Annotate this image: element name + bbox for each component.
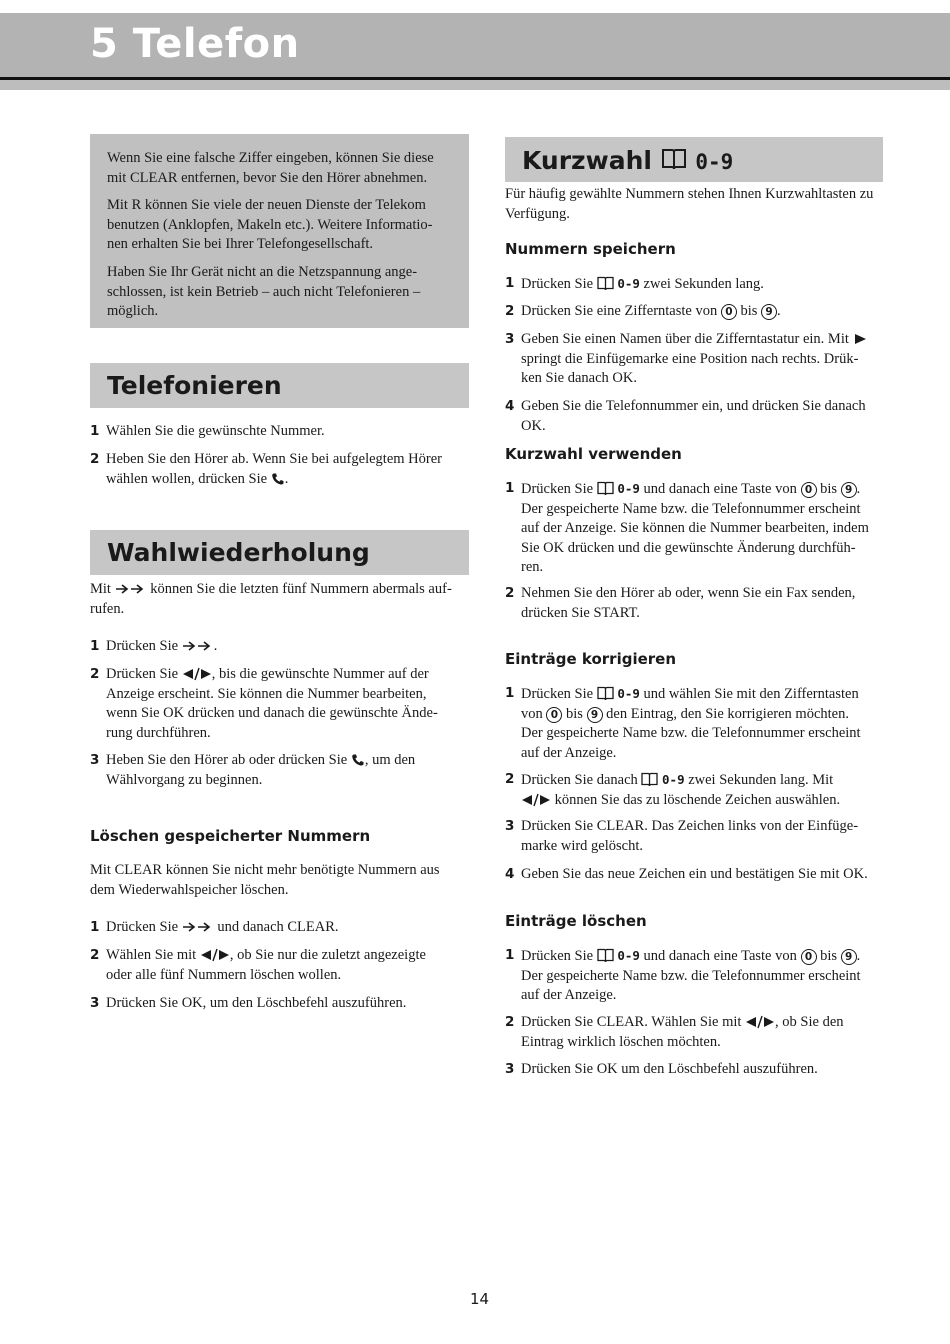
step-text: Drücken Sie danach 0-9 zwei Sekunden lang. Mit können Sie das zu löschende Zeichen auswählen.	[521, 772, 841, 808]
kurzwahl-intro: Für häufig gewählte Nummern stehen Ihnen Kurzwahltasten zu Verfügung.	[505, 186, 874, 222]
note-paragraph-1: Wenn Sie eine falsche Ziffer eingeben, können Sie diese mit CLEAR entfernen, bevor Sie den Hörer abnehmen.	[107, 150, 434, 186]
step-text: Heben Sie den Hörer ab oder drücken Sie , um den Wählvorgang zu beginnen.	[106, 752, 416, 788]
header-underline-band	[0, 80, 950, 90]
left-right-arrow-icon	[182, 667, 212, 681]
step-number: 1	[505, 947, 515, 963]
digit-nine-key-icon: 9	[841, 482, 857, 498]
step-text: Geben Sie das neue Zeichen ein und bestätigen Sie mit OK.	[521, 866, 868, 882]
step-number: 4	[505, 398, 515, 414]
section-heading-wahlwiederholung: Wahlwiederholung	[90, 530, 469, 575]
step-text: Drücken Sie OK, um den Löschbefehl auszuführen.	[106, 995, 407, 1011]
handset-icon	[351, 753, 365, 767]
step-text: Wählen Sie die gewünschte Nummer.	[106, 423, 325, 439]
note-paragraph-3: Haben Sie Ihr Gerät nicht an die Netzspannung ange- schlossen, ist kein Betrieb – auch nicht Telefonieren – möglich.	[107, 264, 421, 319]
step-text: Heben Sie den Hörer ab. Wenn Sie bei aufgelegtem Hörer wählen wollen, drücken Sie .	[106, 451, 442, 487]
step-number: 1	[90, 638, 100, 654]
step-text: Drücken Sie 0-9 zwei Sekunden lang.	[521, 276, 764, 292]
subheading-nummern-speichern: Nummern speichern	[505, 240, 676, 258]
step-number: 1	[90, 919, 100, 935]
digit-zero-key-icon: 0	[721, 304, 737, 320]
digit-zero-key-icon: 0	[546, 707, 562, 723]
phonebook-icon	[597, 481, 614, 496]
left-right-arrow-icon	[745, 1015, 775, 1029]
step-text: Drücken Sie , bis die gewünschte Nummer auf der Anzeige erscheint. Sie können die Nummer bearbeiten, wenn Sie OK drücken und danach die gewünschte Ände- rung durchführen.	[106, 666, 438, 741]
redial-arrows-icon	[182, 920, 214, 934]
step-number: 1	[90, 423, 100, 439]
redial-arrows-icon	[182, 639, 214, 653]
digit-zero-key-icon: 0	[801, 949, 817, 965]
step-text: Drücken Sie .	[106, 638, 218, 654]
left-right-arrow-icon	[200, 948, 230, 962]
wahlwiederholung-intro: Mit können Sie die letzten fünf Nummern abermals auf- rufen.	[90, 581, 452, 617]
right-arrow-icon	[853, 332, 867, 346]
step-number: 3	[505, 818, 515, 834]
step-text: Drücken Sie CLEAR. Wählen Sie mit , ob Sie den Eintrag wirklich löschen möchten.	[521, 1014, 844, 1050]
step-number: 2	[90, 451, 100, 467]
step-text: Drücken Sie und danach CLEAR.	[106, 919, 339, 935]
step-number: 2	[505, 303, 515, 319]
step-text: Drücken Sie 0-9 und wählen Sie mit den Zifferntasten von 0 bis 9 den Eintrag, den Sie korrigieren möchten. Der gespeicherte Name bzw. die Telefonnummer erscheint auf der Anzeige.	[521, 686, 861, 761]
step-number: 2	[90, 947, 100, 963]
phonebook-icon	[597, 948, 614, 963]
phonebook-icon	[597, 276, 614, 291]
phonebook-icon	[661, 147, 687, 171]
step-number: 2	[90, 666, 100, 682]
step-text: Drücken Sie OK um den Löschbefehl auszuführen.	[521, 1061, 818, 1077]
subheading-kurzwahl-verwenden: Kurzwahl verwenden	[505, 445, 682, 463]
section-heading-kurzwahl: Kurzwahl 0-9	[505, 137, 883, 182]
step-text: Geben Sie einen Namen über die Zifferntastatur ein. Mit springt die Einfügemarke eine Position nach rechts. Drük- ken Sie danach OK.	[521, 330, 867, 389]
page-number: 14	[470, 1290, 490, 1308]
digit-nine-key-icon: 9	[761, 304, 777, 320]
left-right-arrow-icon	[521, 793, 551, 807]
digit-nine-key-icon: 9	[841, 949, 857, 965]
note-paragraph-2: Mit R können Sie viele der neuen Dienste der Telekom benutzen (Anklopfen, Makeln etc.). Weitere Informatio- nen erhalten Sie bei Ihrer Telefongesellschaft.	[107, 197, 433, 252]
digit-zero-key-icon: 0	[801, 482, 817, 498]
step-text: Wählen Sie mit , ob Sie nur die zuletzt angezeigte oder alle fünf Nummern löschen wollen.	[106, 947, 426, 983]
loeschen-intro: Mit CLEAR können Sie nicht mehr benötigte Nummern aus dem Wiederwahlspeicher löschen.	[90, 862, 440, 898]
step-number: 1	[505, 480, 515, 496]
digit-nine-key-icon: 9	[587, 707, 603, 723]
step-text: Drücken Sie CLEAR. Das Zeichen links von der Einfüge- marke wird gelöscht.	[521, 818, 859, 854]
step-number: 1	[505, 685, 515, 701]
subheading-eintraege-loeschen: Einträge löschen	[505, 912, 647, 930]
step-number: 1	[505, 275, 515, 291]
redial-arrows-icon	[115, 582, 147, 596]
step-number: 3	[505, 331, 515, 347]
step-number: 3	[90, 752, 100, 768]
phonebook-icon	[597, 686, 614, 701]
phonebook-icon	[641, 772, 658, 787]
step-number: 2	[505, 585, 515, 601]
step-number: 4	[505, 866, 515, 882]
step-text: Geben Sie die Telefonnummer ein, und drücken Sie danach OK.	[521, 398, 866, 434]
chapter-title: 5 Telefon	[90, 21, 300, 67]
subheading-eintraege-korrigieren: Einträge korrigieren	[505, 650, 677, 668]
subheading-loeschen-gespeicherter-nummern: Löschen gespeicherter Nummern	[90, 827, 371, 845]
step-text: Nehmen Sie den Hörer ab oder, wenn Sie ein Fax senden, drücken Sie START.	[521, 585, 856, 621]
step-text: Drücken Sie 0-9 und danach eine Taste von 0 bis 9 . Der gespeicherte Name bzw. die Telefonnummer erscheint auf der Anzeige. Sie können die Nummer bearbeiten, indem Sie OK drücken und die gewünschte Änderung durchfüh- ren.	[521, 481, 869, 575]
section-heading-telefonieren: Telefonieren	[90, 363, 469, 408]
step-number: 2	[505, 771, 515, 787]
step-number: 2	[505, 1014, 515, 1030]
step-number: 3	[505, 1061, 515, 1077]
step-number: 3	[90, 995, 100, 1011]
step-text: Drücken Sie eine Zifferntaste von 0 bis 9 .	[521, 303, 781, 319]
note-box	[90, 134, 469, 328]
handset-icon	[271, 472, 285, 486]
step-text: Drücken Sie 0-9 und danach eine Taste von 0 bis 9 . Der gespeicherte Name bzw. die Telefonnummer erscheint auf der Anzeige.	[521, 948, 861, 1003]
